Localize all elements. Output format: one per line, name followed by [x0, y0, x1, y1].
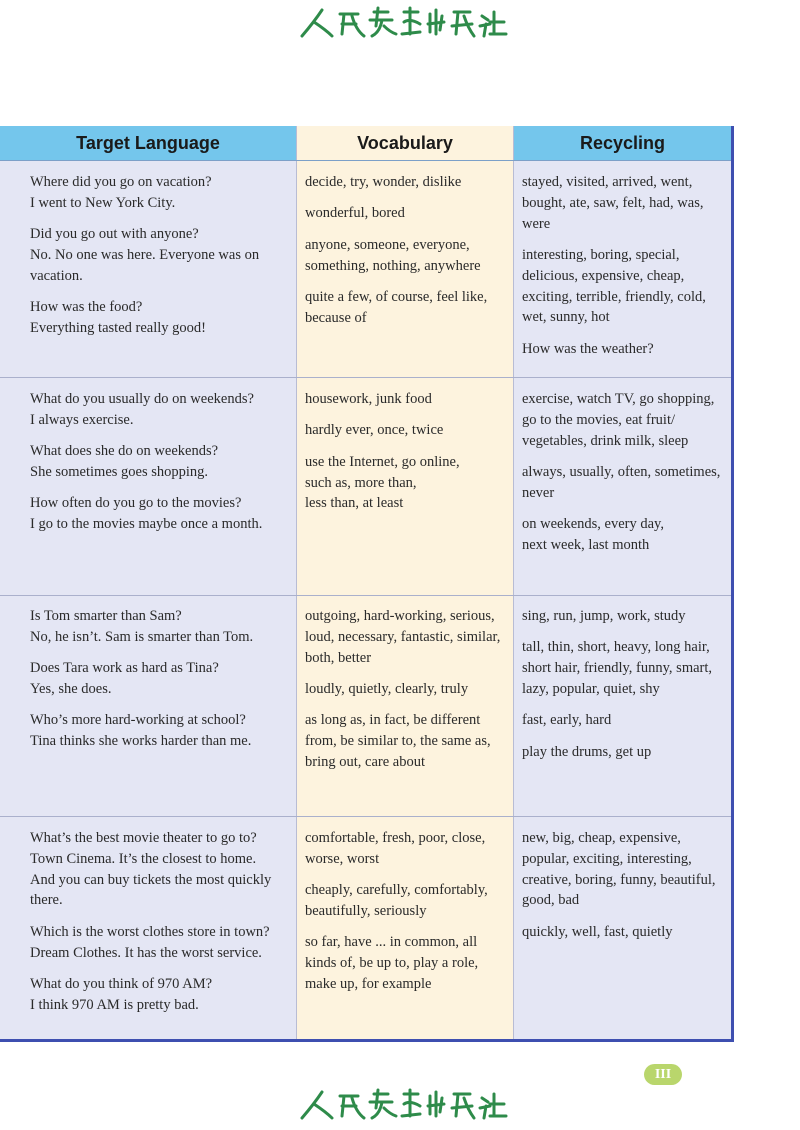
text-block: [522, 172, 706, 234]
text-block: [305, 287, 487, 329]
text-line: good, bad: [522, 892, 580, 909]
text-line: Does Tara work as hard as Tina?: [30, 660, 219, 677]
text-block: [522, 922, 716, 943]
text-line: How was the weather?: [522, 340, 654, 357]
text-block: [522, 637, 712, 699]
text-line: quickly, well, fast, quietly: [522, 923, 673, 940]
recycling-cell: [522, 389, 720, 556]
text-line: play the drums, get up: [522, 743, 652, 760]
text-line: beautifully, seriously: [305, 902, 427, 919]
text-block: [305, 235, 487, 277]
text-line: outgoing, hard-working, serious,: [305, 608, 495, 624]
header-vocabulary: Vocabulary: [297, 126, 513, 160]
text-line: next week, last month: [522, 536, 650, 553]
text-block: [522, 462, 720, 504]
text-block: [305, 452, 460, 514]
text-line: housework, junk food: [305, 391, 432, 407]
text-block: [30, 172, 259, 214]
text-block: [30, 493, 262, 535]
text-line: on weekends, every day,: [522, 516, 664, 533]
text-block: [305, 828, 488, 870]
text-block: [305, 679, 500, 700]
text-block: [30, 658, 253, 700]
text-line: I went to New York City.: [30, 194, 176, 211]
text-line: kinds of, be up to, play a role,: [305, 955, 479, 972]
text-block: [30, 224, 259, 286]
text-block: [305, 203, 487, 224]
page-number-badge: III: [644, 1064, 682, 1085]
text-line: always, usually, often, sometimes,: [522, 463, 721, 480]
text-line: What do you think of 970 AM?: [30, 975, 213, 992]
recycling-cell: [522, 606, 712, 763]
text-line: Dream Clothes. It has the worst service.: [30, 944, 262, 961]
row-divider: [0, 816, 731, 817]
text-block: [305, 880, 488, 922]
text-line: Where did you go on vacation?: [30, 174, 212, 190]
text-line: loud, necessary, fantastic, similar,: [305, 628, 501, 645]
header-recycling: Recycling: [514, 126, 731, 160]
header-divider: [0, 160, 731, 161]
recycling-cell: [522, 828, 716, 943]
vocabulary-cell: [305, 828, 488, 995]
text-line: comfortable, fresh, poor, close,: [305, 830, 486, 846]
text-block: [522, 339, 706, 360]
text-line: creative, boring, funny, beautiful,: [522, 871, 716, 888]
text-line: there.: [30, 892, 63, 909]
text-line: What’s the best movie theater to go to?: [30, 830, 257, 846]
curriculum-table: [0, 126, 734, 1042]
text-line: loudly, quietly, clearly, truly: [305, 680, 469, 697]
publisher-logo-bottom: [292, 1086, 512, 1126]
text-block: [522, 828, 716, 911]
text-line: exciting, terrible, friendly, cold,: [522, 288, 706, 305]
text-line: Which is the worst clothes store in town?: [30, 923, 270, 940]
text-block: [305, 710, 500, 772]
text-line: Who’s more hard-working at school?: [30, 712, 246, 729]
text-line: I think 970 AM is pretty bad.: [30, 996, 199, 1013]
target-language-cell: [30, 172, 259, 339]
text-line: I go to the movies maybe once a month.: [30, 516, 263, 533]
text-line: Tina thinks she works harder than me.: [30, 733, 252, 750]
text-line: No. No one was here. Everyone was on: [30, 246, 260, 263]
text-line: new, big, cheap, expensive,: [522, 830, 681, 846]
recycling-cell: [522, 172, 706, 360]
text-line: bought, ate, saw, felt, had, was,: [522, 194, 704, 211]
text-line: quite a few, of course, feel like,: [305, 288, 488, 305]
text-block: [522, 606, 712, 627]
text-line: No, he isn’t. Sam is smarter than Tom.: [30, 628, 254, 645]
text-line: popular, exciting, interesting,: [522, 850, 692, 867]
text-line: use the Internet, go online,: [305, 453, 460, 470]
text-line: vacation.: [30, 267, 83, 284]
text-block: [305, 389, 460, 410]
text-block: [522, 245, 706, 328]
text-block: [305, 420, 460, 441]
text-block: [30, 441, 262, 483]
text-block: [30, 974, 271, 1016]
column-divider: [513, 126, 514, 1039]
text-line: sing, run, jump, work, study: [522, 608, 686, 624]
text-line: short hair, friendly, funny, smart,: [522, 660, 713, 677]
vocabulary-cell: [305, 172, 487, 329]
target-language-cell: [30, 606, 253, 752]
vocabulary-cell: [305, 606, 500, 773]
text-line: lazy, popular, quiet, shy: [522, 680, 660, 697]
text-block: [30, 389, 262, 431]
text-line: Is Tom smarter than Sam?: [30, 608, 182, 624]
text-line: never: [522, 484, 555, 501]
text-line: cheaply, carefully, comfortably,: [305, 882, 488, 899]
text-block: [305, 932, 488, 994]
text-line: delicious, expensive, cheap,: [522, 267, 685, 284]
text-line: What do you usually do on weekends?: [30, 391, 254, 407]
text-block: [30, 828, 271, 911]
target-language-cell: [30, 389, 262, 535]
text-block: [305, 606, 500, 668]
text-line: go to the movies, eat fruit/: [522, 411, 676, 428]
text-line: She sometimes goes shopping.: [30, 463, 209, 480]
text-block: [522, 742, 712, 763]
text-block: [305, 172, 487, 193]
row-divider: [0, 595, 731, 596]
text-line: Did you go out with anyone?: [30, 226, 199, 243]
text-line: both, better: [305, 649, 372, 666]
publisher-logo-top: [292, 4, 512, 44]
text-line: Everything tasted really good!: [30, 319, 206, 336]
text-block: [522, 389, 720, 451]
text-line: worse, worst: [305, 850, 380, 867]
text-line: fast, early, hard: [522, 712, 612, 729]
target-language-cell: [30, 828, 271, 1016]
text-line: Yes, she does.: [30, 680, 112, 697]
text-block: [522, 710, 712, 731]
text-line: vegetables, drink milk, sleep: [522, 432, 689, 449]
vocabulary-cell: [305, 389, 460, 514]
text-line: anyone, someone, everyone,: [305, 236, 470, 253]
text-line: wonderful, bored: [305, 205, 405, 222]
text-line: tall, thin, short, heavy, long hair,: [522, 639, 710, 656]
row-divider: [0, 377, 731, 378]
column-divider: [296, 126, 297, 1039]
text-line: interesting, boring, special,: [522, 246, 680, 263]
text-line: so far, have ... in common, all: [305, 934, 478, 951]
text-block: [30, 297, 259, 339]
text-line: make up, for example: [305, 975, 432, 992]
text-line: as long as, in fact, be different: [305, 712, 481, 729]
text-line: How often do you go to the movies?: [30, 495, 242, 512]
text-block: [30, 710, 253, 752]
header-target-language: Target Language: [0, 126, 296, 160]
text-line: because of: [305, 309, 367, 326]
text-line: stayed, visited, arrived, went,: [522, 174, 693, 190]
text-line: bring out, care about: [305, 753, 425, 770]
text-line: wet, sunny, hot: [522, 309, 610, 326]
text-line: What does she do on weekends?: [30, 443, 219, 460]
text-line: hardly ever, once, twice: [305, 422, 444, 439]
text-line: were: [522, 215, 551, 232]
text-line: something, nothing, anywhere: [305, 257, 481, 274]
text-line: decide, try, wonder, dislike: [305, 174, 462, 190]
text-line: I always exercise.: [30, 411, 134, 428]
text-line: such as, more than,: [305, 474, 417, 491]
text-block: [30, 606, 253, 648]
text-line: less than, at least: [305, 495, 404, 512]
text-line: Town Cinema. It’s the closest to home.: [30, 850, 257, 867]
text-line: exercise, watch TV, go shopping,: [522, 391, 715, 407]
text-block: [522, 514, 720, 556]
text-line: How was the food?: [30, 299, 143, 316]
text-block: [30, 922, 271, 964]
text-line: And you can buy tickets the most quickly: [30, 871, 272, 888]
text-line: from, be similar to, the same as,: [305, 733, 491, 750]
